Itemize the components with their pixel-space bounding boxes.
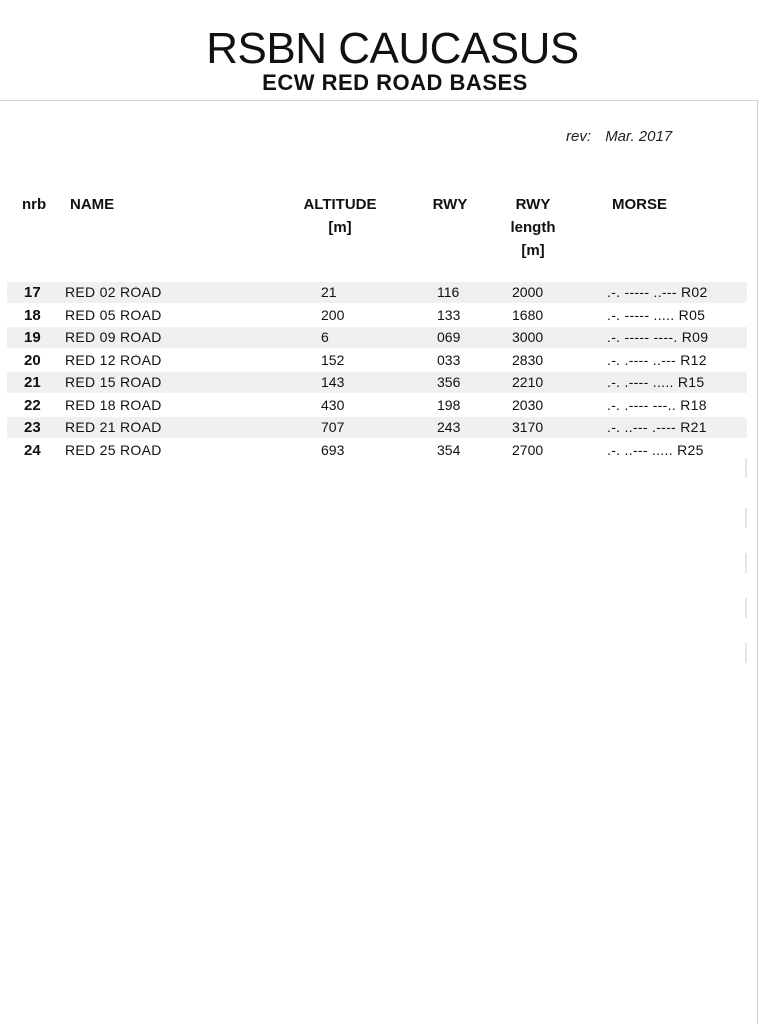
table-row [7,372,747,393]
cell-rwy: 116 [437,284,460,300]
revision-label: rev: [566,128,592,145]
cell-length: 2030 [512,397,544,413]
cell-length: 3000 [512,329,544,345]
column-header-rwy: RWY [432,196,468,213]
cell-rwy: 243 [437,419,461,435]
table-row [7,305,747,326]
cell-rwy: 354 [437,442,461,458]
table-row [7,440,747,461]
cell-length: 2000 [512,284,544,300]
cell-altitude: 152 [321,352,345,368]
cell-name: RED 21 ROAD [65,419,162,435]
table-row [7,350,747,371]
cell-morse: .-. ..--- ..... R25 [607,442,704,458]
cell-name: RED 05 ROAD [65,307,162,323]
right-edge-ticks [745,458,747,668]
cell-altitude: 707 [321,419,345,435]
column-header-name: NAME [70,196,115,213]
cell-altitude: 6 [321,329,329,345]
column-header-morse: MORSE [612,196,668,213]
cell-name: RED 02 ROAD [65,284,162,300]
cell-altitude: 693 [321,442,345,458]
cell-name: RED 15 ROAD [65,374,162,390]
column-header-rwy-length: RWY length [m] [510,196,556,259]
cell-rwy: 069 [437,329,461,345]
cell-nrb: 24 [24,442,41,459]
table-row [7,417,747,438]
cell-length: 2210 [512,374,544,390]
cell-nrb: 23 [24,419,41,436]
cell-nrb: 17 [24,284,41,301]
column-header-altitude: ALTITUDE [m] [303,196,377,236]
cell-nrb: 18 [24,307,41,324]
cell-rwy: 198 [437,397,461,413]
cell-nrb: 21 [24,374,41,391]
cell-morse: .-. ..--- .---- R21 [607,419,707,435]
cell-rwy: 356 [437,374,461,390]
cell-morse: .-. .---- ..--- R12 [607,352,707,368]
table-row [7,395,747,416]
cell-nrb: 20 [24,352,41,369]
cell-name: RED 18 ROAD [65,397,162,413]
cell-morse: .-. ----- ..... R05 [607,307,706,323]
cell-length: 1680 [512,307,544,323]
cell-morse: .-. .---- ---.. R18 [607,397,707,413]
header-divider [0,100,758,101]
table-row [7,282,747,303]
revision-date: Mar. 2017 [605,128,673,145]
cell-name: RED 25 ROAD [65,442,162,458]
column-header-nrb: nrb [22,196,47,213]
cell-altitude: 21 [321,284,337,300]
cell-morse: .-. ----- ..--- R02 [607,284,708,300]
cell-altitude: 200 [321,307,345,323]
cell-nrb: 19 [24,329,41,346]
cell-name: RED 12 ROAD [65,352,162,368]
cell-morse: .-. .---- ..... R15 [607,374,705,390]
cell-nrb: 22 [24,397,41,414]
cell-rwy: 033 [437,352,461,368]
page-edge-divider [757,100,758,1024]
cell-length: 3170 [512,419,544,435]
cell-morse: .-. ----- ----. R09 [607,329,709,345]
page-title: RSBN CAUCASUS [206,24,579,73]
cell-altitude: 143 [321,374,345,390]
cell-name: RED 09 ROAD [65,329,162,345]
cell-altitude: 430 [321,397,345,413]
revision-note [566,128,672,145]
page-subtitle: ECW RED ROAD BASES [262,70,528,95]
cell-rwy: 133 [437,307,461,323]
table-row [7,327,747,348]
cell-length: 2830 [512,352,544,368]
cell-length: 2700 [512,442,544,458]
